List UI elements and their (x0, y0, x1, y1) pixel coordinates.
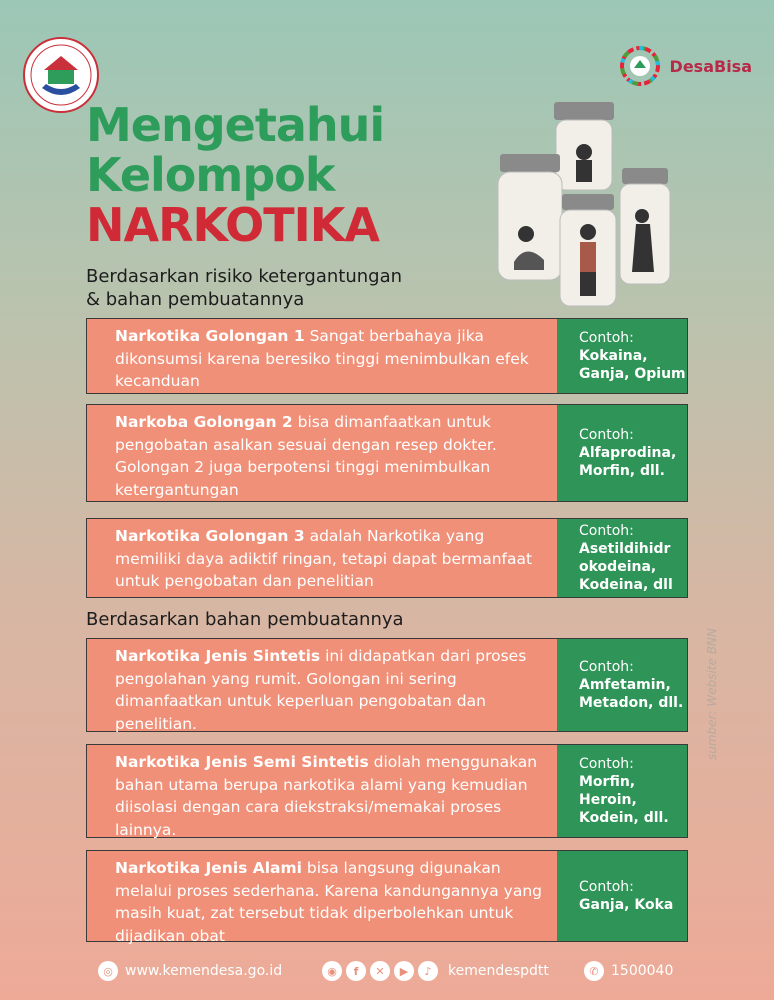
card-text: diolah menggunakan bahan utama berupa narkotika alami yang kemudian diisolasi dengan cara diekstraksi/memakai proses lainnya. (115, 753, 538, 839)
section1-subtitle-line1: Berdasarkan risiko ketergantungan (86, 266, 403, 287)
card-title: Narkotika Jenis Sintetis (115, 647, 321, 665)
card-example (557, 405, 687, 501)
bottle-2 (498, 154, 562, 280)
footer (0, 958, 774, 984)
phone-number[interactable]: 1500040 (611, 963, 674, 979)
card-alami (86, 850, 688, 945)
example-label: Contoh: (579, 523, 634, 539)
card-example (557, 519, 687, 597)
title-line-1: Mengetahui (86, 98, 385, 152)
card-text: adalah Narkotika yang memiliki daya adiktif ringan, tetapi dapat bermanfaat untuk pengobatan dan penelitian (115, 527, 533, 590)
source-note: sumber: Website BNN (705, 628, 719, 760)
card-description (87, 851, 557, 945)
desabisa-logo: DesaBisa (669, 56, 752, 76)
website-link[interactable]: www.kemendesa.go.id (125, 963, 283, 979)
card-description (87, 405, 557, 501)
card-text: bisa dimanfaatkan untuk pengobatan asalkan sesuai dengan resep dokter. Golongan 2 juga berpotensi tinggi menimbulkan ketergantungan (115, 413, 497, 499)
card-title: Narkotika Golongan 3 (115, 527, 305, 545)
card-description (87, 319, 557, 393)
example-label: Contoh: (579, 659, 634, 675)
card-text: Sangat berbahaya jika dikonsumsi karena beresiko tinggi menimbulkan efek kecanduan (115, 327, 529, 390)
example-value: Morfin, Heroin, Kodein, dll. (579, 774, 669, 826)
example-label: Contoh: (579, 427, 634, 443)
sdg-wheel-icon (620, 46, 660, 86)
phone-icon: ✆ (584, 961, 604, 981)
card-description (87, 639, 557, 731)
facebook-icon[interactable]: f (346, 961, 366, 981)
card-golongan-3 (86, 518, 688, 598)
card-sintetis (86, 638, 688, 732)
youtube-icon[interactable]: ▶ (394, 961, 414, 981)
card-text: ini didapatkan dari proses pengolahan yang rumit. Golongan ini sering dimanfaatkan untuk keperluan pengobatan dan penelitian. (115, 647, 527, 733)
example-label: Contoh: (579, 756, 634, 772)
social-handle[interactable]: kemendespdtt (448, 963, 549, 979)
section1-subtitle-line2: & bahan pembuatannya (86, 289, 305, 310)
card-text: bisa langsung digunakan melalui proses sederhana. Karena kandungannya yang masih kuat, zat tersebut tidak diperbolehkan untuk dijadikan obat (115, 859, 542, 945)
footer-phone[interactable] (584, 961, 673, 981)
globe-icon: ◎ (98, 961, 118, 981)
bottles-illustration (490, 102, 680, 312)
card-example (557, 851, 687, 941)
example-value: Kokaina, Ganja, Opium (579, 348, 686, 382)
tiktok-icon[interactable]: ♪ (418, 961, 438, 981)
example-label: Contoh: (579, 330, 634, 346)
bottle-1 (554, 102, 614, 190)
x-icon[interactable]: ✕ (370, 961, 390, 981)
card-example (557, 319, 687, 393)
card-title: Narkotika Jenis Alami (115, 859, 302, 877)
title-line-2: Kelompok (86, 148, 335, 202)
example-value: Alfaprodina, Morfin, dll. (579, 445, 677, 479)
footer-website[interactable] (98, 961, 282, 981)
footer-social (322, 961, 549, 981)
example-value: Asetildihidr okodeina, Kodeina, dll (579, 541, 673, 593)
bottle-4 (620, 168, 670, 284)
card-golongan-2 (86, 404, 688, 502)
example-value: Amfetamin, Metadon, dll. (579, 677, 684, 711)
instagram-icon[interactable]: ◉ (322, 961, 342, 981)
card-semi-sintetis (86, 744, 688, 838)
bottle-3 (560, 194, 616, 306)
page-title (86, 100, 384, 250)
example-value: Ganja, Koka (579, 897, 674, 913)
card-example (557, 745, 687, 837)
card-description (87, 745, 557, 837)
section2-subtitle: Berdasarkan bahan pembuatannya (86, 609, 404, 630)
title-line-3: NARKOTIKA (86, 198, 379, 252)
card-example (557, 639, 687, 731)
card-title: Narkotika Jenis Semi Sintetis (115, 753, 369, 771)
section1-subtitle (86, 265, 402, 311)
card-title: Narkotika Golongan 1 (115, 327, 305, 345)
card-title: Narkoba Golongan 2 (115, 413, 293, 431)
card-golongan-1 (86, 318, 688, 394)
right-logos (620, 46, 752, 86)
example-label: Contoh: (579, 879, 634, 895)
card-description (87, 519, 557, 597)
